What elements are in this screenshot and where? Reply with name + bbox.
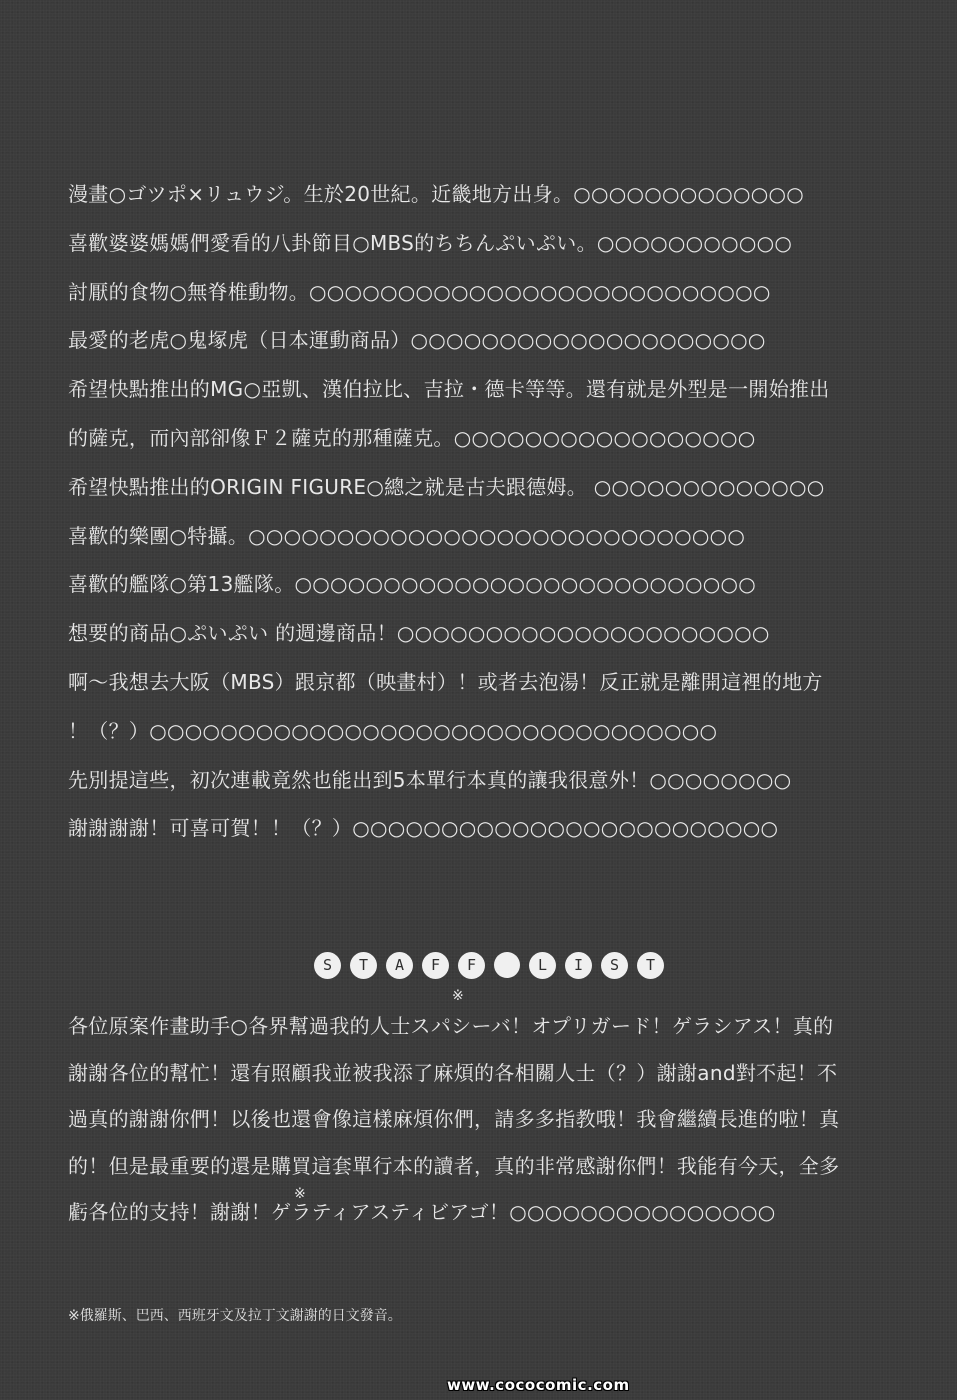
- profile-line: 討厭的食物○無脊椎動物。○○○○○○○○○○○○○○○○○○○○○○○○○○: [68, 279, 771, 304]
- thanks-line: 過真的謝謝你們！以後也還會像這樣麻煩你們，請多多指教哦！我會繼續長進的啦！真: [68, 1107, 840, 1131]
- profile-line: 希望快點推出的MG○亞凱、漢伯拉比、吉拉・德卡等等。還有就是外型是一開始推出: [68, 377, 830, 402]
- staff-title-letter: F: [422, 952, 449, 979]
- profile-line: ！（？）○○○○○○○○○○○○○○○○○○○○○○○○○○○○○○○○: [68, 718, 718, 743]
- staff-title-letter: F: [458, 952, 485, 979]
- footnote-marker: ※: [294, 1186, 306, 1202]
- staff-title-letter: A: [386, 952, 413, 979]
- profile-line: 的薩克，而內部卻像Ｆ２薩克的那種薩克。○○○○○○○○○○○○○○○○○: [68, 425, 756, 450]
- profile-line: 喜歡的艦隊○第13艦隊。○○○○○○○○○○○○○○○○○○○○○○○○○○: [68, 572, 757, 597]
- profile-line: 漫畫○ゴツポ×リュウジ。生於20世紀。近畿地方出身。○○○○○○○○○○○○○: [68, 182, 805, 206]
- staff-title-separator-dot: [494, 952, 520, 978]
- author-profile: [68, 170, 928, 853]
- profile-line: 先別提這些，初次連載竟然也能出到5本單行本真的讓我很意外！○○○○○○○○: [68, 767, 792, 792]
- staff-thanks: [68, 1003, 928, 1236]
- staff-title-letter: L: [529, 952, 556, 979]
- thanks-line: 各位原案作畫助手○各界幫過我的人士スパシーバ！オプリガード！ゲラシアス！真的: [68, 1014, 834, 1038]
- profile-line: 謝謝謝謝！可喜可賀！！（？）○○○○○○○○○○○○○○○○○○○○○○○○: [68, 816, 779, 841]
- staff-title-letter: S: [314, 952, 341, 979]
- staff-title-letter: S: [601, 952, 628, 979]
- staff-title-letter: T: [637, 952, 664, 979]
- profile-line: 啊～我想去大阪（MBS）跟京都（映畫村）！或者去泡湯！反正就是離開這裡的地方: [68, 669, 823, 694]
- thanks-line: 謝謝各位的幫忙！還有照顧我並被我添了麻煩的各相關人士（？）謝謝and對不起！不: [68, 1060, 838, 1085]
- thanks-line: 虧各位的支持！謝謝！ゲラティアスティビアゴ！○○○○○○○○○○○○○○○: [68, 1200, 776, 1224]
- profile-line: 喜歡的樂團○特攝。○○○○○○○○○○○○○○○○○○○○○○○○○○○○: [68, 523, 746, 548]
- profile-line: 想要的商品○ぷいぷい 的週邊商品！○○○○○○○○○○○○○○○○○○○○○: [68, 621, 770, 646]
- staff-title-letter: I: [565, 952, 592, 979]
- footnote-marker: ※: [452, 988, 464, 1004]
- staff-list-heading: [300, 945, 684, 985]
- profile-line: 最愛的老虎○鬼塚虎（日本運動商品）○○○○○○○○○○○○○○○○○○○○: [68, 328, 766, 353]
- staff-title-letter: T: [350, 952, 377, 979]
- profile-line: 希望快點推出的ORIGIN FIGURE○總之就是古夫跟德姆。 ○○○○○○○○○○○○○: [68, 474, 825, 499]
- footnote: ※俄羅斯、巴西、西班牙文及拉丁文謝謝的日文發音。: [68, 1308, 402, 1324]
- thanks-line: 的！但是最重要的還是購買這套單行本的讀者，真的非常感謝你們！我能有今天，全多: [68, 1153, 840, 1178]
- site-watermark: www.cococomic.com: [447, 1376, 630, 1394]
- profile-line: 喜歡婆婆媽媽們愛看的八卦節目○MBS的ちちんぷいぷい。○○○○○○○○○○○: [68, 230, 793, 255]
